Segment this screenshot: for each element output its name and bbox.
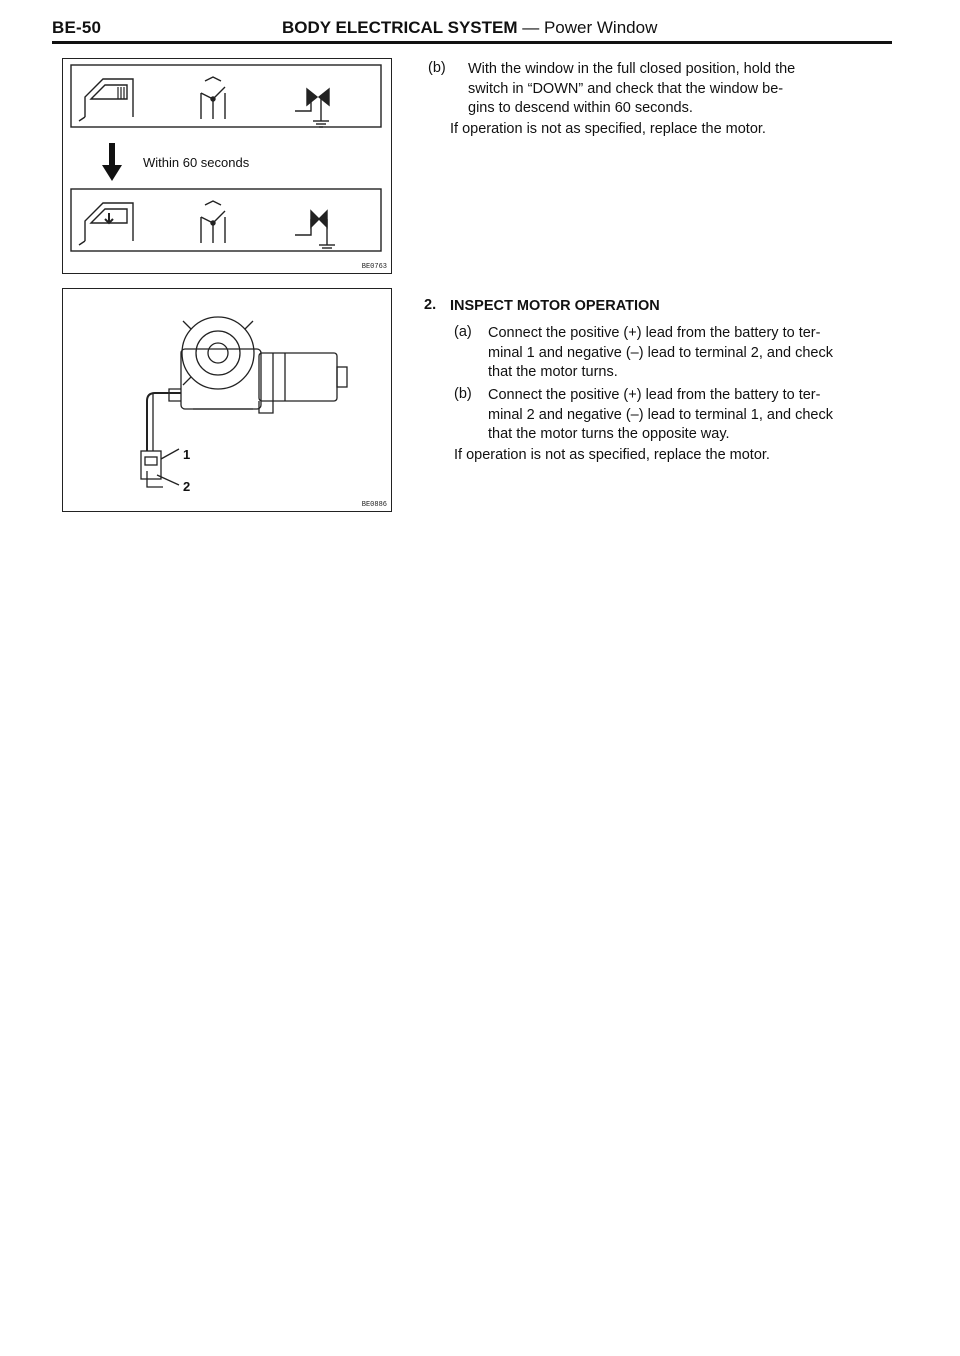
motor-running-icon [295, 211, 335, 248]
section-note: If operation is not as specified, replace the motor. [454, 447, 770, 463]
text-line: switch in “DOWN” and check that the window be- [468, 80, 784, 97]
text-line: that the motor turns the opposite way. [488, 426, 730, 442]
step-b2-text [488, 386, 833, 445]
step-marker: (b) [454, 386, 472, 402]
switch-icon [201, 77, 225, 119]
step-marker: (a) [454, 324, 472, 340]
section-title: BODY ELECTRICAL SYSTEM [282, 18, 518, 37]
window-opening-icon [79, 203, 133, 245]
text-line: that the motor turns. [488, 364, 618, 380]
step-b-text [468, 60, 795, 119]
section-heading: INSPECT MOTOR OPERATION [450, 298, 660, 314]
subsection-title: — Power Window [522, 18, 658, 37]
window-test-figure [62, 58, 392, 274]
figure-code: BE0763 [361, 263, 387, 271]
motor-can [259, 353, 337, 401]
text-line: With the window in the full closed position, hold the [468, 61, 796, 77]
section-number: 2. [424, 297, 437, 313]
bottom-panel [71, 189, 381, 251]
motor-stall-icon [295, 89, 329, 127]
text-line: minal 1 and negative (–) lead to terminal 2, and check [488, 344, 833, 361]
text-line: minal 2 and negative (–) lead to terminal 1, and check [488, 406, 833, 423]
terminal-2-label: 2 [183, 479, 191, 494]
figure-code: BE0886 [361, 501, 387, 509]
terminal-1-label: 1 [183, 447, 191, 462]
header-rule [52, 41, 892, 44]
step-a-text [488, 324, 833, 383]
figure-caption: Within 60 seconds [143, 155, 250, 170]
gear-housing [182, 317, 254, 389]
wire-harness [147, 393, 181, 451]
text-line: gins to descend within 60 seconds. [468, 100, 693, 116]
text-line: Connect the positive (+) lead from the battery to ter- [488, 325, 821, 341]
page-title [282, 18, 657, 38]
step-marker: (b) [428, 60, 446, 76]
down-arrow-icon [102, 143, 122, 181]
step-b-note: If operation is not as specified, replace the motor. [450, 121, 766, 137]
motor-diagram [63, 289, 391, 511]
motor-figure [62, 288, 392, 512]
page-number: BE-50 [52, 18, 102, 37]
window-closed-icon [79, 79, 133, 121]
text-line: Connect the positive (+) lead from the battery to ter- [488, 387, 821, 403]
switch-icon-2 [201, 201, 225, 243]
